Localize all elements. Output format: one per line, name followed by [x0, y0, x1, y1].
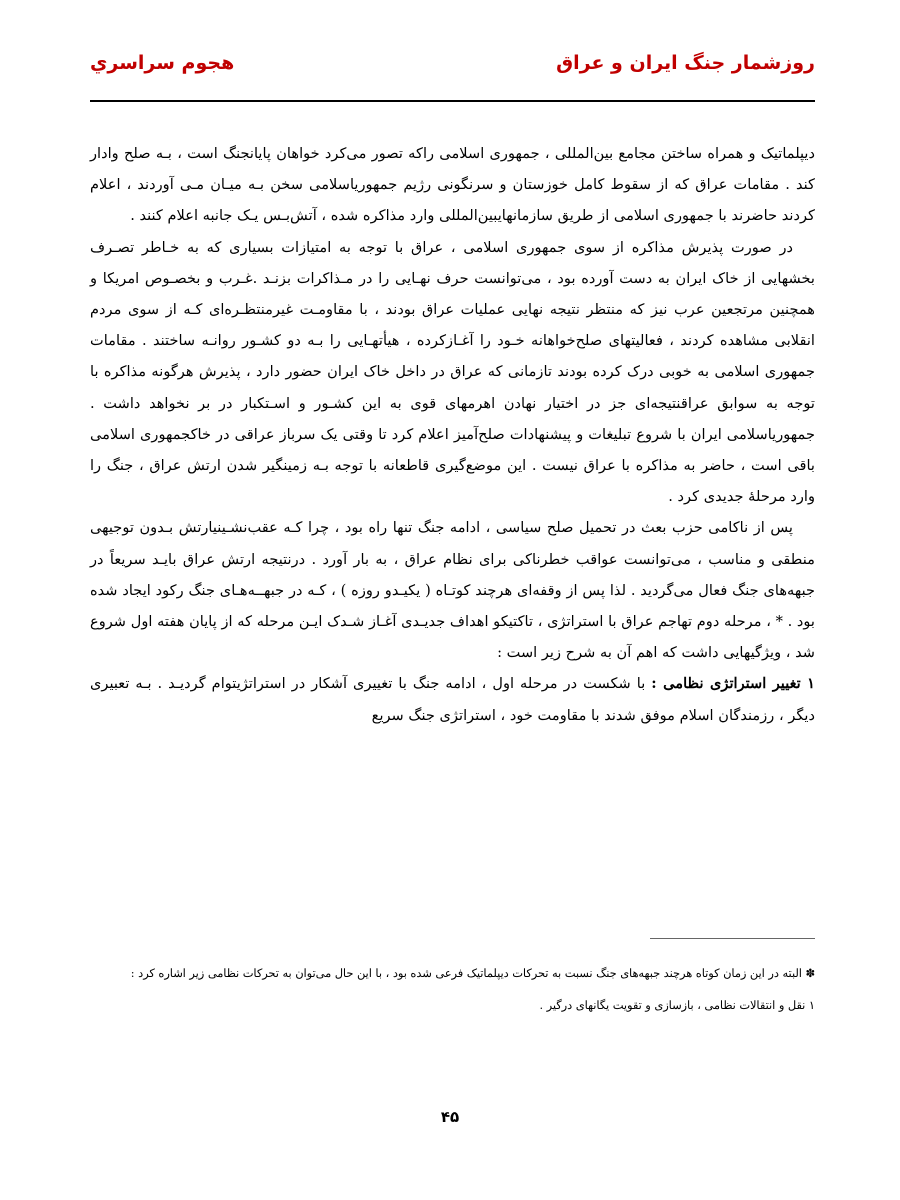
footnote-separator	[650, 938, 815, 939]
footnotes	[90, 958, 815, 1022]
asterisk-icon: ✽	[805, 967, 815, 980]
paragraph: دیپلماتیک و همراه ساختن مجامع بین‌المللی ، جمهوری اسلامی راکه تصور می‌کرد خواهان پایانجنگ است ، بـه صلح وادار کند . مقامات عراق که از سقوط کامل خوزستان و سرنگونی رژیم جمهوریاسلامی سخن بـه میـان مـی آوردند ، اعلام کردند حاضرند با جمهوری اسلامی از طریق سازمانهایبین‌المللی وارد مذاکره شده ، آتش‌بـس یـک جانبه اعلام کنند .	[90, 145, 815, 225]
paragraph: در صورت پذیرش مذاکره از سوی جمهوری اسلامی ، عراق با توجه به امتیازات بسیاری که به خـاطر تصـرف بخشهایی از خاک ایران به دست آورده بود ، می‌توانست حرف نهـایی را در مـذاکرات بزنـد .غـرب و بخصـوص امریکا و همچنین مرتجعین عرب نیز که منتظر نتیجه نهایی عملیات عراق بودند ، با مقاومـت غیرمنتظـره‌ای کـه از سوی مردم انقلابی مشاهده کردند ، فعالیتهای صلح‌خواهانه خـود را آغـازکرده ، هیأتهـایی را بـه دو کشـور روانـه ساختند . مقامات جمهوری اسلامی به خوبی درک کرده بودند تازمانی که عراق در داخل خاک ایران حضور دارد ، پذیرش هرگونه مذاکره با توجه به سوابق عراقنتیجه‌ای جز در اختیار نهادن اهرمهای قوی به این کشـور و اسـتکبار در بر نخواهد داشت . جمهوریاسلامی ایران با شروع تبلیغات و پیشنهادات صلح‌آمیز اعلام کرد تا وقتی یک سرباز عراقی در خاکجمهوری اسلامی باقی است ، حاضر به مذاکره با عراق نیست . این موضع‌گیری قاطعانه با توجه بـه زمینگیر شدن ارتش عراق ، جنگ را وارد مرحلهٔ جدیدی کرد .	[90, 238, 815, 506]
footnote-text: البته در این زمان کوتاه هرچند جبهه‌های جنگ نسبت به تحرکات دیپلماتیک فرعی شده بود ، با این حال می‌توان به تحرکات نظامی زیر اشاره کرد :	[130, 967, 806, 980]
running-header	[90, 52, 815, 102]
paragraph-text: با شکست در مرحله اول ، ادامه جنگ با تغییری آشکار در استراتژیتوام گردیـد . بـه تعبیری دیگر ، رزمندگان اسلام موفق شدند با مقاومت خود ، استراتژی جنگ سریع	[90, 675, 815, 724]
footnote	[90, 958, 815, 990]
paragraph	[90, 668, 815, 730]
chapter-title: هجوم سراسري	[90, 52, 235, 74]
book-title: روزشمار جنگ ایران و عراق	[556, 52, 815, 74]
footnote: ۱ نقل و انتقالات نظامی ، بازسازی و تقویت یگانهای درگیر .	[539, 999, 815, 1012]
paragraph: پس از ناکامی حزب بعث در تحمیل صلح سیاسی ، ادامه جنگ تنها راه بود ، چرا کـه عقب‌نشـینیارتش بـدون توجیهی منطقی و مناسب ، می‌توانست عواقب خطرناکی برای نظام عراق ، به بار آورد . درنتیجه ارتش عراق بایـد سریعاً در جبهه‌های جنگ فعال می‌گردید . لذا پس از وقفه‌ای هرچند کوتـاه ( یکیـدو روزه ) ، کـه در جبهــه‌هـای جنگ رکود ایجاد شده بود . * ، مرحله دوم تهاجم عراق با استراتژی ، تاکتیکو اهداف جدیـدی آغـاز شـدک ایـن مرحله که از پایان هفته اول شروع شد ، ویژگیهایی داشت که اهم آن به شرح زیر است :	[90, 519, 815, 662]
page-number: ۴۵	[440, 1108, 460, 1126]
main-text	[90, 138, 815, 731]
section-heading: ۱ تغییر استراتژی نظامی :	[651, 675, 815, 693]
